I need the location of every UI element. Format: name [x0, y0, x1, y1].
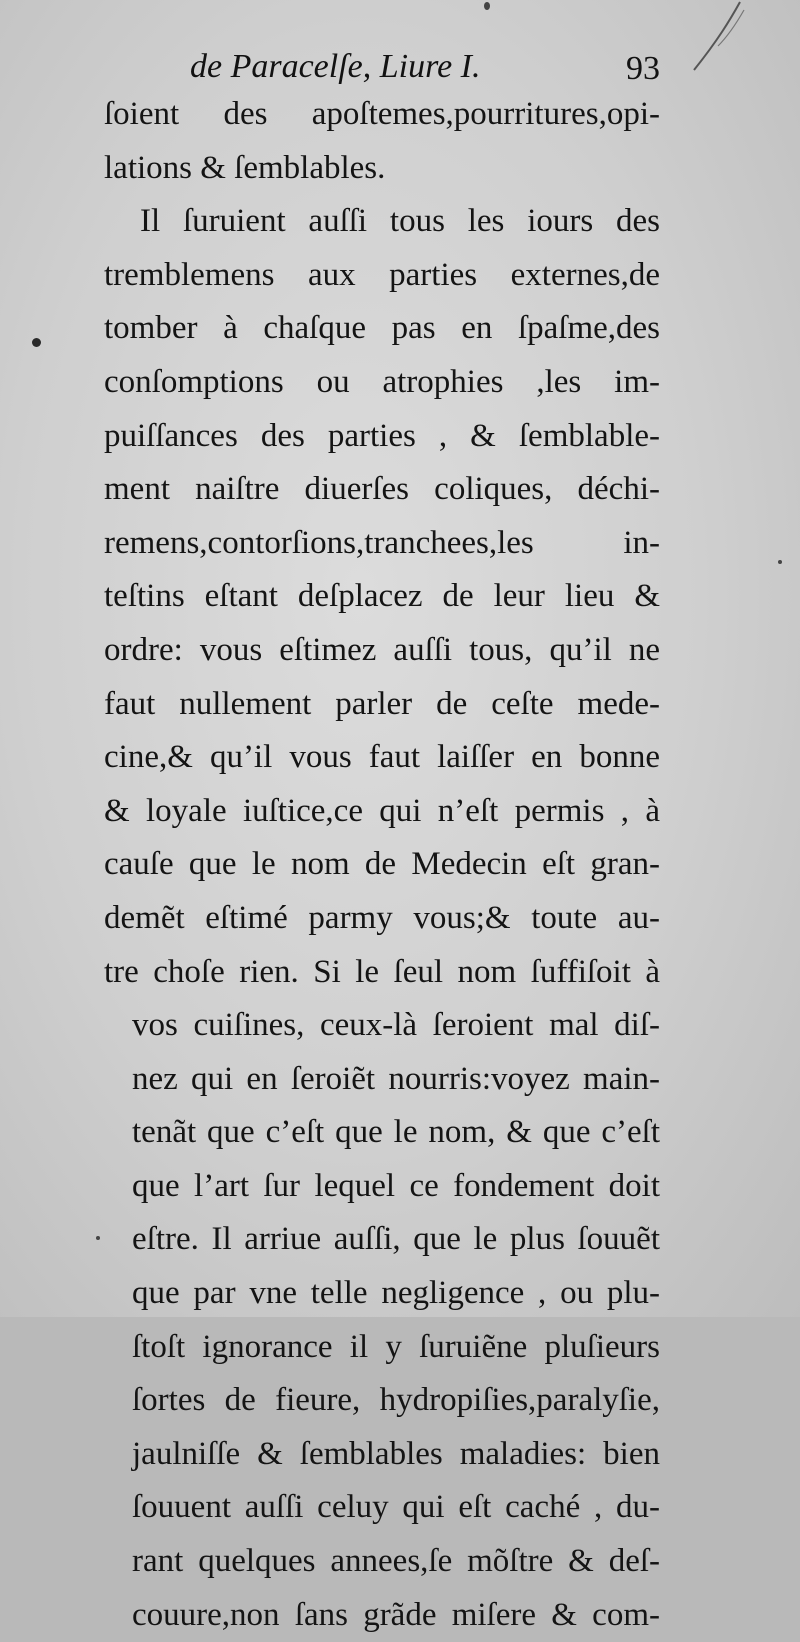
ink-spot [778, 560, 782, 564]
text-line: ſoient des apoſtemes,pourritures,opi- [104, 96, 660, 132]
text-line: ſouuent auſſi celuy qui eſt caché , du- [132, 1489, 660, 1526]
page-number: 93 [626, 50, 660, 87]
text-line: faut nullement parler de ceſte mede- [104, 685, 660, 722]
body-text [104, 88, 660, 1642]
text-line: cine,& qu’il vous faut laiſſer en bonne [104, 739, 660, 776]
page-header [190, 42, 660, 92]
margin-pen-stroke [678, 0, 758, 80]
text-line: que par vne telle negligence , ou plu- [132, 1275, 660, 1312]
ink-spot [32, 338, 41, 347]
text-line: eſtre. Il arriue auſſi, que le plus ſouuẽt [132, 1221, 660, 1258]
ink-spot [96, 1236, 100, 1240]
text-line: ordre: vous eſtimez auſſi tous, qu’il ne [104, 631, 660, 668]
text-line: ment naiſtre diuerſes coliques, déchi- [104, 471, 660, 508]
text-line: ſortes de fieure, hydropiſies,paralyſie, [132, 1382, 660, 1419]
text-line: ſtoſt ignorance il y ſuruiẽne pluſieurs [132, 1328, 660, 1365]
ink-spot [484, 2, 490, 10]
text-line: lations & ſemblables. [104, 149, 386, 186]
text-line: tomber à chaſque pas en ſpaſme,des [104, 310, 660, 347]
text-line: nez qui en ſeroiẽt nourris:voyez main- [132, 1060, 660, 1097]
text-line: & loyale iuſtice,ce qui n’eſt permis , à [104, 792, 660, 829]
text-line: remens,contorſions,tranchees,les in- [104, 524, 660, 561]
text-line: vos cuiſines, ceux-là ſeroient mal diſ- [132, 1007, 660, 1044]
text-line: teſtins eſtant deſplacez de leur lieu & [104, 578, 660, 615]
text-line: jaulniſſe & ſemblables maladies: bien [132, 1435, 660, 1472]
text-line: que l’art ſur lequel ce fondement doit [132, 1167, 660, 1204]
text-line: tenãt que c’eſt que le nom, & que c’eſt [132, 1114, 660, 1151]
text-line: conſomptions ou atrophies ,les im- [104, 363, 660, 400]
text-line: cauſe que le nom de Medecin eſt gran- [104, 846, 660, 883]
text-line: tre choſe rien. Si le ſeul nom ſuffiſoit à [104, 953, 660, 990]
text-line: tremblemens aux parties externes,de [104, 256, 660, 293]
text-line: couure,non ſans grãde miſere & com- [132, 1596, 660, 1633]
running-head: de Paracelſe, Liure I. [190, 48, 481, 85]
text-line: demẽt eſtimé parmy vous;& toute au- [104, 899, 660, 936]
text-line: puiſſances des parties , & ſemblable- [104, 417, 660, 454]
paragraph-start-line: Il ſuruient auſſi tous les iours des [140, 203, 660, 240]
text-line: rant quelques annees,ſe mõſtre & deſ- [132, 1543, 660, 1580]
